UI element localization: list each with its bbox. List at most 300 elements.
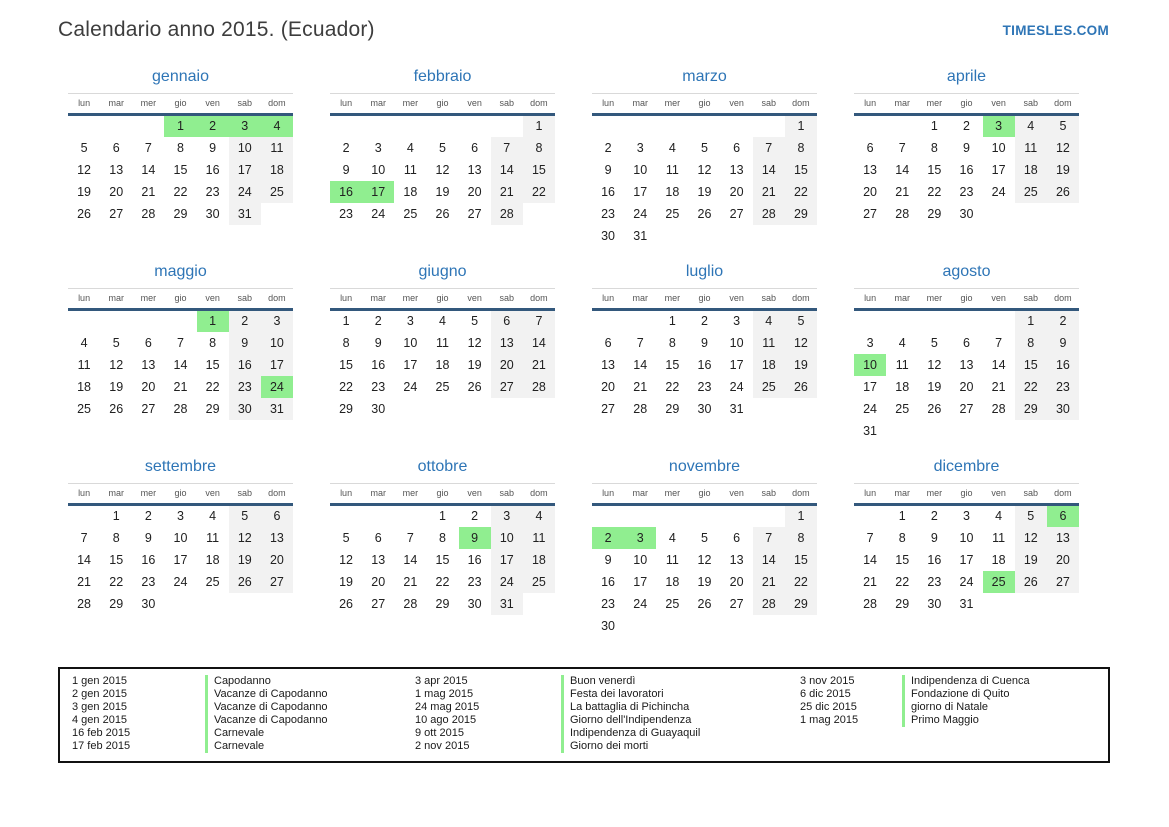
day-cell-empty (1047, 420, 1079, 442)
day-cell: 15 (927, 162, 942, 177)
day-cell-holiday: 10 (854, 354, 886, 376)
day-cell-empty (592, 310, 624, 332)
day-cell: 8 (930, 140, 938, 155)
day-cell: 29 (339, 401, 354, 416)
day-cell: 6 (604, 335, 612, 350)
day-cell: 8 (209, 335, 217, 350)
day-cell: 29 (895, 596, 910, 611)
day-cell: 12 (339, 552, 354, 567)
day-cell: 31 (491, 593, 523, 615)
day-cell-empty (688, 505, 720, 527)
day-cell: 1 (1015, 310, 1047, 332)
day-cell: 15 (785, 549, 817, 571)
day-cell: 8 (1015, 332, 1047, 354)
day-cell: 23 (697, 379, 712, 394)
day-cell-empty (753, 615, 785, 637)
day-cell-empty (753, 398, 785, 420)
day-cell: 21 (895, 184, 910, 199)
day-cell: 18 (1015, 159, 1047, 181)
day-cell: 25 (665, 206, 680, 221)
day-cell-empty (854, 310, 886, 332)
day-cell-empty (854, 115, 886, 137)
day-cell: 2 (963, 119, 970, 134)
day-cell-empty (950, 420, 982, 442)
month-title: agosto (942, 263, 991, 280)
day-cell: 4 (523, 505, 555, 527)
weekday-header: lun (592, 94, 624, 115)
day-cell: 17 (959, 552, 974, 567)
site-link[interactable]: TIMESLES.COM (1002, 23, 1109, 38)
day-cell: 2 (342, 140, 350, 155)
day-cell-empty (426, 115, 458, 137)
day-cell-empty (229, 593, 261, 615)
day-cell: 8 (439, 530, 446, 545)
legend-holiday-name: giorno di Natale (902, 701, 1092, 714)
day-cell: 14 (173, 357, 188, 372)
day-cell: 10 (959, 530, 974, 545)
day-cell-empty (721, 615, 753, 637)
day-cell: 30 (927, 596, 942, 611)
month-table (330, 288, 555, 420)
day-cell: 18 (895, 379, 910, 394)
day-cell: 5 (342, 530, 350, 545)
day-cell: 13 (729, 162, 744, 177)
month-table (854, 483, 1079, 615)
weekday-header: mer (656, 484, 688, 505)
day-cell: 12 (1047, 137, 1079, 159)
day-cell-holiday: 6 (1047, 505, 1079, 527)
day-cell-empty (330, 505, 362, 527)
day-cell: 9 (604, 552, 612, 567)
legend-holiday-name: Giorno dei morti (561, 740, 788, 753)
day-cell: 28 (403, 596, 418, 611)
day-cell: 12 (77, 162, 92, 177)
day-cell: 25 (261, 181, 293, 203)
day-cell: 21 (173, 379, 188, 394)
day-cell: 4 (668, 530, 676, 545)
day-cell: 28 (633, 401, 648, 416)
day-cell-empty (753, 115, 785, 137)
day-cell-holiday: 2 (197, 115, 229, 137)
month-giugno (330, 263, 555, 420)
day-cell: 28 (77, 596, 92, 611)
day-cell: 22 (523, 181, 555, 203)
weekday-header: dom (785, 289, 817, 310)
day-cell-empty (164, 593, 196, 615)
day-cell-holiday: 9 (459, 527, 491, 549)
day-cell: 7 (177, 335, 184, 350)
day-cell: 18 (753, 354, 785, 376)
day-cell: 18 (205, 552, 220, 567)
weekday-header: ven (459, 484, 491, 505)
day-cell: 19 (109, 379, 124, 394)
day-cell: 9 (229, 332, 261, 354)
day-cell: 7 (636, 335, 644, 350)
day-cell: 21 (491, 181, 523, 203)
day-cell-empty (394, 115, 426, 137)
day-cell-empty (785, 398, 817, 420)
day-cell: 12 (1015, 527, 1047, 549)
legend-date: 4 gen 2015 (72, 714, 128, 726)
day-cell: 1 (439, 509, 446, 524)
day-cell: 31 (633, 228, 648, 243)
day-cell: 20 (729, 184, 744, 199)
day-cell: 14 (77, 552, 92, 567)
weekday-header: gio (164, 94, 196, 115)
day-cell-empty (68, 310, 100, 332)
day-cell: 29 (109, 596, 124, 611)
day-cell: 22 (205, 379, 220, 394)
month-title: giugno (418, 263, 467, 280)
day-cell: 5 (785, 310, 817, 332)
legend-group (788, 675, 1092, 753)
day-cell: 19 (927, 379, 942, 394)
day-cell: 9 (1047, 332, 1079, 354)
day-cell: 18 (403, 184, 418, 199)
weekday-header: dom (261, 289, 293, 310)
day-cell: 22 (665, 379, 680, 394)
day-cell: 16 (927, 552, 942, 567)
day-cell: 14 (753, 159, 785, 181)
day-cell-holiday: 17 (362, 181, 394, 203)
day-cell: 15 (665, 357, 680, 372)
day-cell: 16 (205, 162, 220, 177)
weekday-header: gio (950, 289, 982, 310)
day-cell: 26 (785, 376, 817, 398)
day-cell: 3 (733, 314, 741, 329)
month-table (68, 288, 293, 420)
month-title: marzo (682, 68, 727, 85)
legend-holiday-name: Primo Maggio (902, 714, 1092, 727)
day-cell: 14 (863, 552, 878, 567)
legend-group (60, 675, 403, 753)
day-cell: 24 (173, 574, 188, 589)
month-table (592, 288, 817, 420)
month-title: dicembre (933, 458, 1000, 475)
weekday-header: mar (624, 289, 656, 310)
weekday-header: sab (491, 289, 523, 310)
day-cell: 31 (863, 423, 878, 438)
day-cell: 23 (371, 379, 386, 394)
day-cell: 14 (895, 162, 910, 177)
legend-date: 2 gen 2015 (72, 688, 128, 700)
day-cell: 2 (144, 509, 152, 524)
day-cell: 27 (261, 571, 293, 593)
day-cell: 23 (927, 574, 942, 589)
day-cell: 28 (141, 206, 156, 221)
legend-date: 2 nov 2015 (415, 740, 470, 752)
weekday-header: dom (523, 484, 555, 505)
day-cell-empty (983, 310, 1015, 332)
day-cell: 1 (898, 509, 906, 524)
day-cell-empty (688, 225, 720, 247)
day-cell: 25 (895, 401, 910, 416)
day-cell: 12 (927, 357, 942, 372)
day-cell-empty (721, 225, 753, 247)
day-cell: 26 (467, 379, 482, 394)
month-table (330, 93, 555, 225)
day-cell: 24 (729, 379, 744, 394)
weekday-header: sab (229, 484, 261, 505)
day-cell: 30 (141, 596, 156, 611)
day-cell: 27 (601, 401, 616, 416)
day-cell: 6 (261, 505, 293, 527)
day-cell-empty (753, 225, 785, 247)
day-cell: 22 (785, 181, 817, 203)
day-cell: 24 (633, 596, 648, 611)
day-cell-empty (918, 310, 950, 332)
day-cell: 8 (112, 530, 120, 545)
day-cell: 23 (229, 376, 261, 398)
weekday-header: ven (983, 94, 1015, 115)
day-cell: 21 (403, 574, 418, 589)
day-cell: 3 (636, 140, 644, 155)
day-cell: 26 (435, 206, 450, 221)
weekday-header: dom (785, 484, 817, 505)
weekday-header: gio (688, 289, 720, 310)
day-cell: 29 (205, 401, 220, 416)
day-cell: 29 (927, 206, 942, 221)
weekday-header: ven (197, 289, 229, 310)
day-cell-empty (592, 505, 624, 527)
day-cell-holiday: 3 (983, 115, 1015, 137)
holiday-legend (58, 667, 1110, 763)
day-cell: 1 (342, 314, 350, 329)
day-cell-empty (132, 310, 164, 332)
day-cell: 28 (173, 401, 188, 416)
day-cell: 20 (729, 574, 744, 589)
day-cell: 26 (339, 596, 354, 611)
day-cell-empty (656, 505, 688, 527)
legend-date: 17 feb 2015 (72, 740, 131, 752)
day-cell: 8 (523, 137, 555, 159)
month-luglio (592, 263, 817, 420)
day-cell: 19 (77, 184, 92, 199)
day-cell-empty (688, 115, 720, 137)
day-cell: 14 (491, 159, 523, 181)
month-gennaio (68, 68, 293, 225)
day-cell: 6 (374, 530, 382, 545)
legend-holiday-name: Vacanze di Capodanno (205, 688, 403, 701)
day-cell-empty (1015, 420, 1047, 442)
day-cell: 19 (229, 549, 261, 571)
day-cell: 25 (77, 401, 92, 416)
day-cell: 13 (141, 357, 156, 372)
weekday-header: sab (229, 289, 261, 310)
weekday-header: dom (261, 484, 293, 505)
day-cell: 27 (1047, 571, 1079, 593)
day-cell: 10 (633, 552, 648, 567)
day-cell: 7 (406, 530, 414, 545)
day-cell: 15 (339, 357, 354, 372)
day-cell: 20 (109, 184, 124, 199)
weekday-header: sab (229, 94, 261, 115)
legend-group (403, 675, 788, 753)
day-cell-empty (459, 398, 491, 420)
day-cell-empty (656, 615, 688, 637)
month-table (854, 93, 1079, 225)
day-cell: 12 (785, 332, 817, 354)
day-cell: 5 (930, 335, 938, 350)
day-cell-empty (100, 310, 132, 332)
day-cell-empty (491, 398, 523, 420)
day-cell: 28 (863, 596, 878, 611)
day-cell: 24 (229, 181, 261, 203)
day-cell: 28 (523, 376, 555, 398)
legend-holiday-name: La battaglia di Pichincha (561, 701, 788, 714)
day-cell-empty (394, 398, 426, 420)
day-cell-empty (983, 420, 1015, 442)
weekday-header: ven (983, 484, 1015, 505)
legend-date: 3 apr 2015 (415, 675, 468, 687)
day-cell: 25 (753, 376, 785, 398)
day-cell-empty (592, 115, 624, 137)
day-cell: 19 (435, 184, 450, 199)
day-cell: 10 (729, 335, 744, 350)
legend-date: 25 dic 2015 (800, 701, 857, 713)
page-header (0, 0, 1169, 42)
day-cell: 14 (141, 162, 156, 177)
day-cell: 17 (991, 162, 1006, 177)
weekday-header: ven (983, 289, 1015, 310)
day-cell: 22 (1015, 376, 1047, 398)
day-cell: 1 (668, 314, 676, 329)
day-cell: 31 (229, 203, 261, 225)
legend-holiday-name: Giorno dell'Indipendenza (561, 714, 788, 727)
month-title: novembre (668, 458, 741, 475)
day-cell: 11 (1015, 137, 1047, 159)
day-cell-empty (624, 615, 656, 637)
day-cell: 22 (927, 184, 942, 199)
day-cell: 16 (467, 552, 482, 567)
day-cell: 17 (491, 549, 523, 571)
day-cell: 17 (633, 574, 648, 589)
day-cell: 15 (173, 162, 188, 177)
legend-holiday-name: Indipendenza di Cuenca (902, 675, 1092, 688)
month-aprile (854, 68, 1079, 225)
day-cell: 7 (866, 530, 874, 545)
day-cell-empty (132, 115, 164, 137)
day-cell: 29 (173, 206, 188, 221)
day-cell-holiday: 24 (261, 376, 293, 398)
day-cell-empty (983, 203, 1015, 225)
day-cell: 5 (112, 335, 120, 350)
day-cell: 27 (371, 596, 386, 611)
day-cell-empty (330, 115, 362, 137)
day-cell: 3 (406, 314, 414, 329)
day-cell: 1 (785, 505, 817, 527)
day-cell: 23 (1047, 376, 1079, 398)
day-cell: 28 (491, 203, 523, 225)
day-cell: 10 (403, 335, 418, 350)
weekday-header: sab (1015, 94, 1047, 115)
legend-date: 9 ott 2015 (415, 727, 464, 739)
day-cell: 6 (866, 140, 874, 155)
day-cell-empty (100, 115, 132, 137)
day-cell: 18 (991, 552, 1006, 567)
legend-holiday-name: Vacanze di Capodanno (205, 701, 403, 714)
day-cell: 12 (697, 552, 712, 567)
day-cell: 20 (261, 549, 293, 571)
day-cell: 30 (959, 206, 974, 221)
weekday-header: lun (330, 289, 362, 310)
weekday-header: mer (918, 289, 950, 310)
day-cell-empty (523, 203, 555, 225)
day-cell: 27 (863, 206, 878, 221)
day-cell: 4 (668, 140, 676, 155)
day-cell: 11 (992, 530, 1006, 545)
day-cell: 21 (863, 574, 878, 589)
weekday-header: sab (1015, 289, 1047, 310)
day-cell: 21 (753, 571, 785, 593)
day-cell: 5 (1015, 505, 1047, 527)
day-cell: 3 (491, 505, 523, 527)
day-cell-empty (394, 505, 426, 527)
legend-date: 1 gen 2015 (72, 675, 128, 687)
day-cell: 9 (342, 162, 350, 177)
day-cell: 13 (863, 162, 878, 177)
weekday-header: mar (362, 94, 394, 115)
day-cell: 27 (141, 401, 156, 416)
weekday-header: lun (592, 289, 624, 310)
day-cell: 8 (898, 530, 906, 545)
legend-date: 1 mag 2015 (415, 688, 474, 700)
day-cell: 30 (371, 401, 386, 416)
day-cell: 18 (665, 184, 680, 199)
day-cell: 14 (403, 552, 418, 567)
day-cell: 1 (112, 509, 120, 524)
weekday-header: dom (1047, 484, 1079, 505)
day-cell: 10 (633, 162, 648, 177)
day-cell-empty (164, 310, 196, 332)
day-cell-empty (68, 505, 100, 527)
day-cell: 20 (371, 574, 386, 589)
day-cell: 18 (435, 357, 450, 372)
day-cell-empty (362, 115, 394, 137)
day-cell: 26 (697, 206, 712, 221)
day-cell: 19 (785, 354, 817, 376)
day-cell: 16 (601, 574, 616, 589)
day-cell: 30 (467, 596, 482, 611)
day-cell-empty (68, 115, 100, 137)
day-cell-empty (261, 203, 293, 225)
day-cell: 24 (371, 206, 386, 221)
day-cell: 15 (523, 159, 555, 181)
day-cell: 3 (963, 509, 970, 524)
weekday-header: lun (330, 484, 362, 505)
weekday-header: sab (753, 94, 785, 115)
legend-holiday-name: Festa dei lavoratori (561, 688, 788, 701)
day-cell: 7 (523, 310, 555, 332)
day-cell-holiday: 1 (197, 310, 229, 332)
weekday-header: lun (592, 484, 624, 505)
day-cell: 20 (959, 379, 974, 394)
day-cell: 8 (342, 335, 350, 350)
day-cell: 19 (339, 574, 354, 589)
day-cell: 7 (80, 530, 88, 545)
day-cell: 1 (785, 115, 817, 137)
weekday-header: mer (394, 484, 426, 505)
day-cell: 16 (141, 552, 156, 567)
day-cell: 24 (633, 206, 648, 221)
day-cell: 5 (80, 140, 88, 155)
legend-date: 10 ago 2015 (415, 714, 477, 726)
day-cell: 12 (467, 335, 482, 350)
day-cell: 29 (665, 401, 680, 416)
day-cell: 12 (435, 162, 450, 177)
day-cell: 20 (601, 379, 616, 394)
day-cell: 3 (374, 140, 382, 155)
